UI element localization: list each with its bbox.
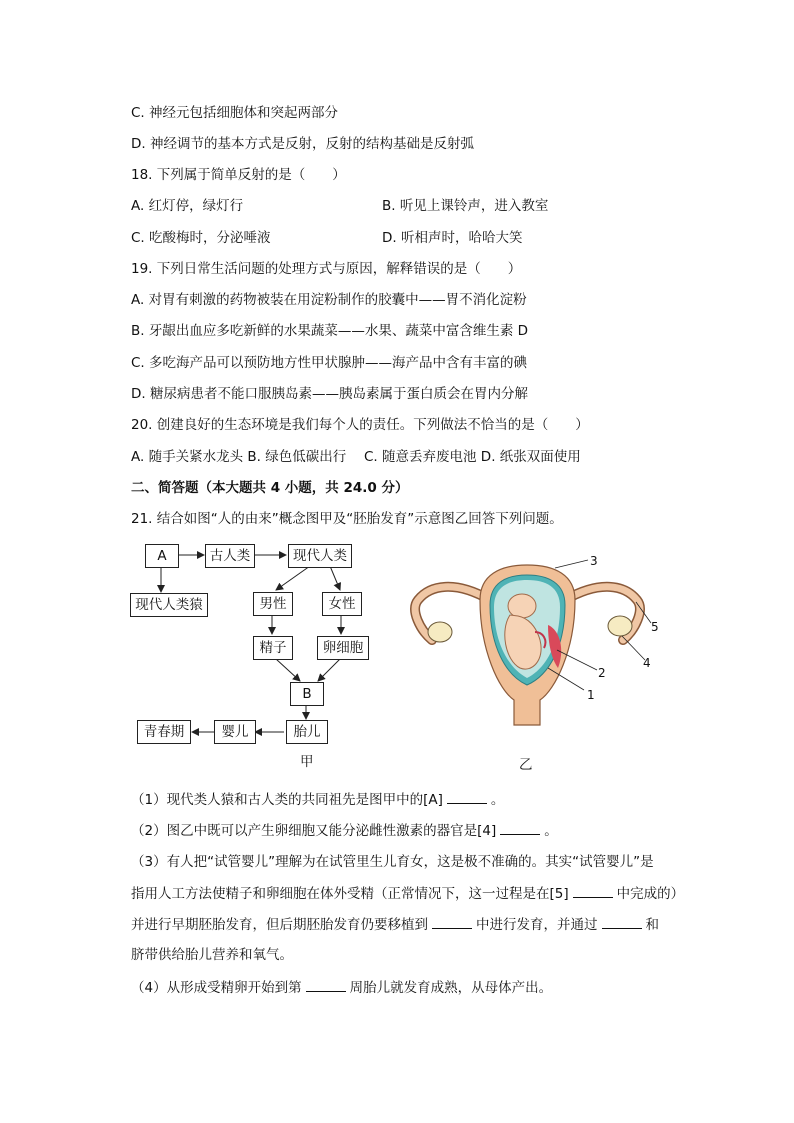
subquestion-3-line3: 并进行早期胚胎发育，但后期胚胎发育仍要移植到 中进行发育，并通过 和 [131, 917, 659, 933]
option-17c: C. 神经元包括细胞体和突起两部分 [131, 105, 339, 121]
subquestion-4: （4）从形成受精卵开始到第 周胎儿就发育成熟，从母体产出。 [131, 980, 553, 996]
caption-yi: 乙 [519, 757, 533, 773]
question-18: 18. 下列属于简单反射的是（ ） [131, 167, 346, 183]
option-18a: A. 红灯停，绿灯行 [131, 198, 244, 214]
node-xiandairenlei: 现代人类 [288, 544, 352, 568]
label-1: 1 [587, 688, 595, 702]
label-4: 4 [643, 656, 651, 670]
answer-blank[interactable] [306, 978, 346, 992]
node-nvxing: 女性 [322, 592, 362, 616]
answer-blank[interactable] [432, 915, 472, 929]
option-18b: B. 听见上课铃声，进入教室 [382, 198, 549, 214]
node-a: A [145, 544, 179, 568]
answer-blank[interactable] [602, 915, 642, 929]
options-20: A. 随手关紧水龙头 B. 绿色低碳出行 C. 随意丢弃废电池 D. 纸张双面使用 [131, 449, 581, 465]
node-qingchunqi: 青春期 [137, 720, 191, 744]
subquestion-3-line2: 指用人工方法使精子和卵细胞在体外受精（正常情况下，这一过程是在[5] 中完成的） [131, 886, 685, 902]
section-heading: 二、简答题（本大题共 4 小题，共 24.0 分） [131, 480, 409, 496]
subquestion-2: （2）图乙中既可以产生卵细胞又能分泌雌性激素的器官是[4] 。 [131, 823, 558, 839]
option-18c: C. 吃酸梅时，分泌唾液 [131, 230, 271, 246]
node-b: B [290, 682, 324, 706]
answer-blank[interactable] [447, 790, 487, 804]
answer-blank[interactable] [500, 821, 540, 835]
answer-blank[interactable] [573, 884, 613, 898]
label-2: 2 [598, 666, 606, 680]
option-18d: D. 听相声时，哈哈大笑 [382, 230, 523, 246]
option-17d: D. 神经调节的基本方式是反射，反射的结构基础是反射弧 [131, 136, 474, 152]
caption-jia: 甲 [300, 754, 314, 770]
option-19b: B. 牙龈出血应多吃新鲜的水果蔬菜——水果、蔬菜中富含维生素 D [131, 323, 529, 339]
option-19c: C. 多吃海产品可以预防地方性甲状腺肿——海产品中含有丰富的碘 [131, 355, 528, 371]
question-19: 19. 下列日常生活问题的处理方式与原因，解释错误的是（ ） [131, 261, 522, 277]
label-5: 5 [651, 620, 659, 634]
node-yinger: 婴儿 [214, 720, 256, 744]
node-jingzi: 精子 [253, 636, 293, 660]
node-taier: 胎儿 [286, 720, 328, 744]
node-luanxibao: 卵细胞 [317, 636, 369, 660]
subquestion-1: （1）现代类人猿和古人类的共同祖先是图甲中的[A] 。 [131, 792, 505, 808]
option-19d: D. 糖尿病患者不能口服胰岛素——胰岛素属于蛋白质会在胃内分解 [131, 386, 528, 402]
subquestion-3-line4: 脐带供给胎儿营养和氧气。 [131, 947, 293, 963]
label-3: 3 [590, 554, 598, 568]
option-19a: A. 对胃有刺激的药物被装在用淀粉制作的胶囊中——胃不消化淀粉 [131, 292, 527, 308]
question-21: 21. 结合如图“人的由来”概念图甲及“胚胎发育”示意图乙回答下列问题。 [131, 511, 563, 527]
subquestion-3-line1: （3）有人把“试管婴儿”理解为在试管里生儿育女，这是极不准确的。其实“试管婴儿”是 [131, 854, 654, 870]
question-20: 20. 创建良好的生态环境是我们每个人的责任。下列做法不恰当的是（ ） [131, 417, 589, 433]
node-gurenlei: 古人类 [205, 544, 255, 568]
node-leirenyuan: 现代人类猿 [130, 593, 208, 617]
node-nanxing: 男性 [253, 592, 293, 616]
